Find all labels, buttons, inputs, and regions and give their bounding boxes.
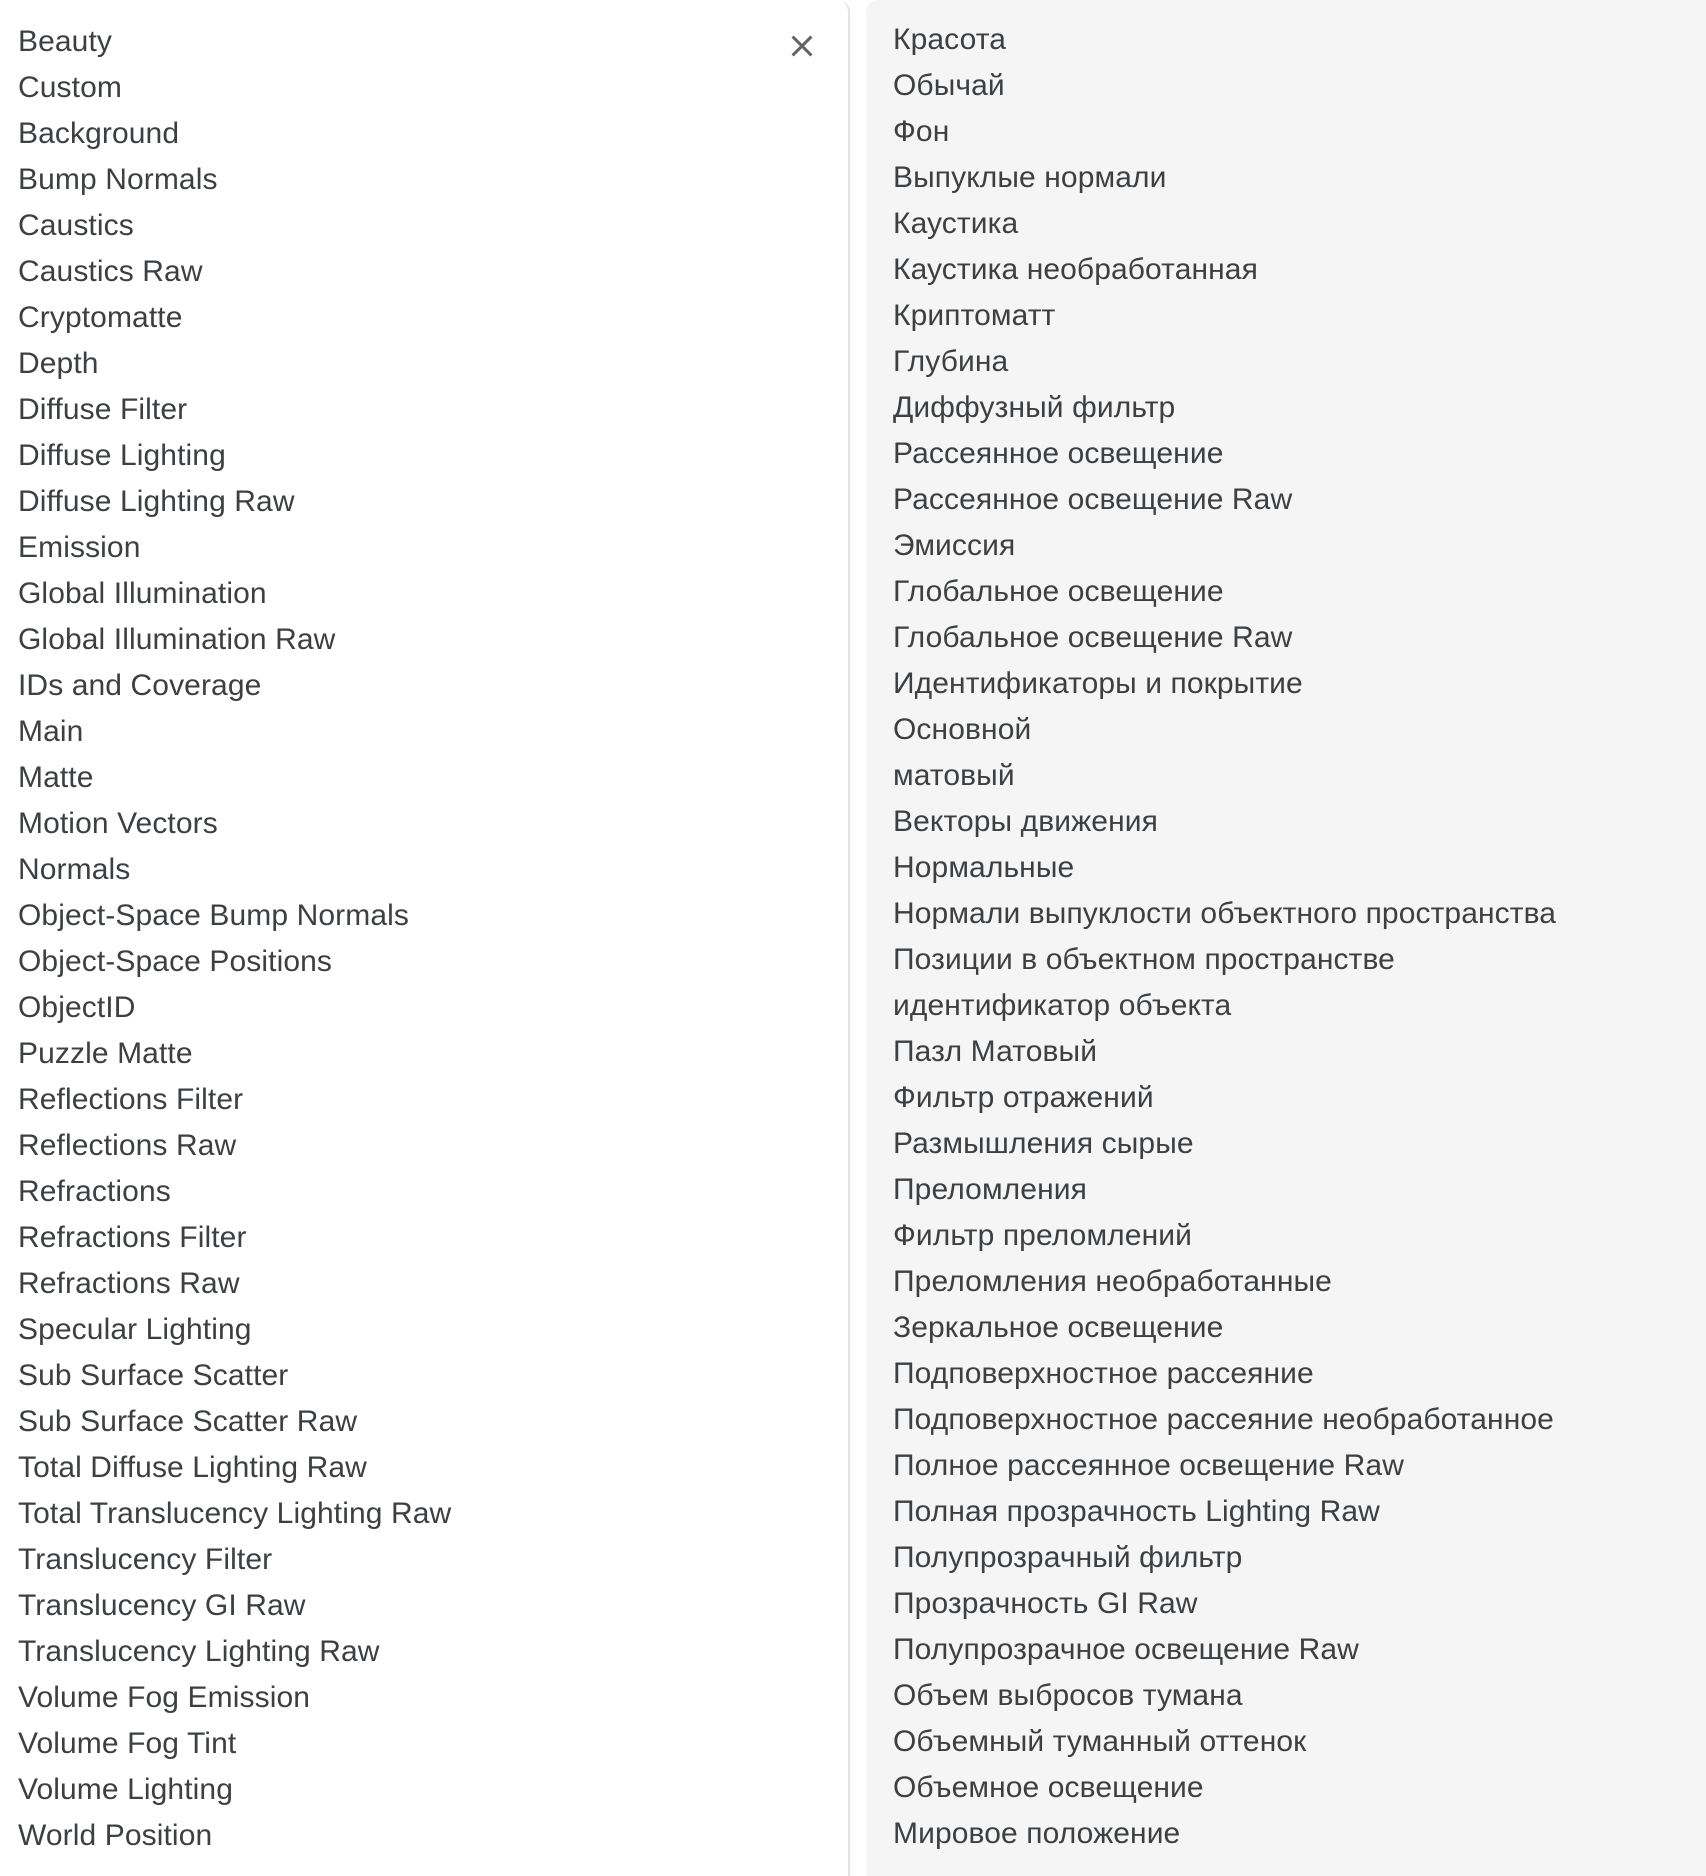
translation-text-line: Фильтр преломлений (893, 1219, 1192, 1252)
translation-text-line: Зеркальное освещение (893, 1311, 1224, 1344)
source-text-line: Depth (18, 347, 99, 380)
source-text-line: World Position (18, 1819, 213, 1852)
translation-text-line: Нормали выпуклости объектного пространства (893, 897, 1557, 930)
source-text-line: Translucency GI Raw (18, 1589, 306, 1622)
translation-text-line: Идентификаторы и покрытие (893, 667, 1303, 700)
translation-text-line: Объемное освещение (893, 1771, 1204, 1804)
source-text-line: Diffuse Filter (18, 393, 188, 426)
translation-text-line: идентификатор объекта (893, 989, 1232, 1022)
source-text-line: Matte (18, 761, 94, 794)
source-text-line: Emission (18, 531, 141, 564)
translation-text-line: Глубина (893, 345, 1009, 378)
translation-text-line: Фон (893, 115, 950, 148)
translation-text-line: Объемный туманный оттенок (893, 1725, 1307, 1758)
source-text-line: Puzzle Matte (18, 1037, 193, 1070)
source-text-line: Normals (18, 853, 131, 886)
source-text-line: Custom (18, 71, 122, 104)
source-text-line: Caustics (18, 209, 134, 242)
translation-text-line: Фильтр отражений (893, 1081, 1154, 1114)
translation-text-line: Пазл Матовый (893, 1035, 1098, 1068)
source-text-panel[interactable] (0, 0, 850, 1876)
translation-text-line: Глобальное освещение (893, 575, 1224, 608)
translation-text-line: Нормальные (893, 851, 1075, 884)
source-text-line: Refractions (18, 1175, 171, 1208)
source-text-line: Sub Surface Scatter Raw (18, 1405, 358, 1438)
source-text-list (18, 19, 451, 1859)
source-text-line: Beauty (18, 25, 112, 58)
source-text-line: Volume Fog Tint (18, 1727, 237, 1760)
source-text-line: Reflections Raw (18, 1129, 237, 1162)
translation-text-line: Объем выбросов тумана (893, 1679, 1243, 1712)
translation-text-line: Преломления (893, 1173, 1087, 1206)
translation-text-line: Обычай (893, 69, 1005, 102)
translation-text-line: Полупрозрачный фильтр (893, 1541, 1243, 1574)
translation-text-line: Размышления сырые (893, 1127, 1194, 1160)
translation-text-line: Основной (893, 713, 1032, 746)
translation-text-line: Мировое положение (893, 1817, 1181, 1850)
close-icon (784, 28, 820, 64)
source-text-line: Bump Normals (18, 163, 218, 196)
source-text-line: Main (18, 715, 84, 748)
source-text-line: Translucency Lighting Raw (18, 1635, 380, 1668)
translation-text-line: Позиции в объектном пространстве (893, 943, 1395, 976)
source-text-line: IDs and Coverage (18, 669, 262, 702)
translation-text-line: Преломления необработанные (893, 1265, 1332, 1298)
translation-text-line: Рассеянное освещение Raw (893, 483, 1293, 516)
translation-text-list (893, 17, 1556, 1857)
translation-text-line: Красота (893, 23, 1006, 56)
translation-text-line: Глобальное освещение Raw (893, 621, 1293, 654)
source-text-line: Cryptomatte (18, 301, 183, 334)
translation-panel (866, 0, 1706, 1876)
translation-text-line: Рассеянное освещение (893, 437, 1224, 470)
source-text-line: Diffuse Lighting Raw (18, 485, 295, 518)
source-text-line: Specular Lighting (18, 1313, 252, 1346)
translation-text-line: Полная прозрачность Lighting Raw (893, 1495, 1380, 1528)
source-text-line: Caustics Raw (18, 255, 203, 288)
source-text-line: Background (18, 117, 180, 150)
translation-text-line: Подповерхностное рассеяние (893, 1357, 1314, 1390)
source-text-line: Volume Fog Emission (18, 1681, 311, 1714)
translation-text-line: Полупрозрачное освещение Raw (893, 1633, 1359, 1666)
source-text-line: Refractions Filter (18, 1221, 247, 1254)
source-text-line: ObjectID (18, 991, 136, 1024)
source-text-line: Global Illumination Raw (18, 623, 336, 656)
source-text-line: Translucency Filter (18, 1543, 273, 1576)
translation-text-line: Криптоматт (893, 299, 1056, 332)
source-text-line: Total Translucency Lighting Raw (18, 1497, 452, 1530)
source-text-line: Object-Space Positions (18, 945, 333, 978)
translation-text-line: Диффузный фильтр (893, 391, 1176, 424)
source-text-line: Diffuse Lighting (18, 439, 226, 472)
translation-text-line: Эмиссия (893, 529, 1016, 562)
translation-text-line: Выпуклые нормали (893, 161, 1167, 194)
translation-text-line: Полное рассеянное освещение Raw (893, 1449, 1404, 1482)
source-text-line: Object-Space Bump Normals (18, 899, 409, 932)
clear-source-button[interactable] (784, 28, 820, 64)
translation-text-line: Подповерхностное рассеяние необработанное (893, 1403, 1554, 1436)
translation-text-line: Каустика (893, 207, 1019, 240)
translation-text-line: матовый (893, 759, 1015, 792)
translation-text-line: Каустика необработанная (893, 253, 1258, 286)
translation-text-line: Прозрачность GI Raw (893, 1587, 1198, 1620)
source-text-line: Reflections Filter (18, 1083, 244, 1116)
translation-text-line: Векторы движения (893, 805, 1158, 838)
source-text-line: Volume Lighting (18, 1773, 233, 1806)
source-text-line: Sub Surface Scatter (18, 1359, 289, 1392)
source-text-line: Refractions Raw (18, 1267, 240, 1300)
source-text-line: Global Illumination (18, 577, 267, 610)
source-text-line: Total Diffuse Lighting Raw (18, 1451, 367, 1484)
source-text-line: Motion Vectors (18, 807, 218, 840)
